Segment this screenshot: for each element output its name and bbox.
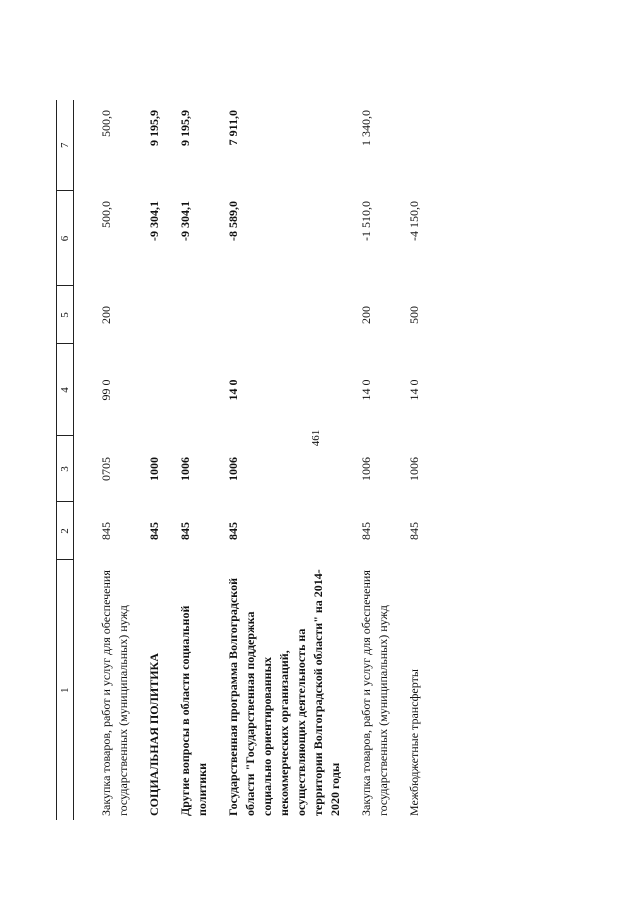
page-number: 461 xyxy=(310,429,322,447)
column-header-7: 7 xyxy=(57,100,74,191)
cell-expense-type xyxy=(219,286,352,344)
cell-target-code: 99 0 xyxy=(99,379,113,401)
cell-ministry-code: 845 xyxy=(147,522,161,540)
cell-target-code: 14 0 xyxy=(407,379,421,401)
table-row xyxy=(219,100,352,820)
cell-change-amount: 500,0 xyxy=(99,201,113,228)
cell-change-amount: -8 589,0 xyxy=(226,201,240,241)
cell-ministry-code: 845 xyxy=(359,522,373,540)
cell-section-code: 0705 xyxy=(99,457,113,481)
cell-ministry-code: 845 xyxy=(178,522,192,540)
row-name: Закупка товаров, работ и услуг для обеспечения государственных (муниципальных) нужд xyxy=(99,570,130,816)
column-header-3: 3 xyxy=(57,436,74,502)
table-header-row xyxy=(57,100,74,820)
budget-table xyxy=(56,100,431,820)
column-header-1: 1 xyxy=(57,560,74,820)
cell-change-amount: -9 304,1 xyxy=(178,201,192,241)
row-name: Межбюджетные трансферты xyxy=(407,669,421,816)
cell-ministry-code: 845 xyxy=(407,522,421,540)
column-header-4: 4 xyxy=(57,344,74,436)
cell-expense-type xyxy=(140,286,171,344)
cell-section-code: 1006 xyxy=(226,457,240,481)
row-name: Государственная программа Волгоградской области "Государственная поддержка социально ориентированных некоммерческих организаций, осуществляющих деятельность на территории Волгоградской области" на 2014-2020 годы xyxy=(226,569,342,816)
cell-ministry-code: 845 xyxy=(226,522,240,540)
cell-change-amount: -9 304,1 xyxy=(147,201,161,241)
cell-section-code: 1006 xyxy=(407,457,421,481)
cell-expense-type: 200 xyxy=(359,306,373,324)
column-header-2: 2 xyxy=(57,502,74,560)
row-name: СОЦИАЛЬНАЯ ПОЛИТИКА xyxy=(147,653,161,816)
table-row xyxy=(352,100,400,820)
cell-section-code: 1006 xyxy=(359,457,373,481)
cell-total-amount: 500,0 xyxy=(99,110,113,137)
budget-table-sheet xyxy=(56,100,636,820)
row-name: Закупка товаров, работ и услуг для обеспечения государственных (муниципальных) нужд xyxy=(359,570,390,816)
cell-change-amount: -4 150,0 xyxy=(407,201,421,241)
cell-target-code xyxy=(171,344,219,436)
cell-target-code: 14 0 xyxy=(226,379,240,401)
cell-target-code xyxy=(140,344,171,436)
cell-total-amount: 1 340,0 xyxy=(359,110,373,146)
cell-section-code: 1006 xyxy=(178,457,192,481)
cell-ministry-code: 845 xyxy=(99,522,113,540)
column-header-6: 6 xyxy=(57,191,74,286)
cell-total-amount: 9 195,9 xyxy=(178,110,192,146)
cell-target-code: 14 0 xyxy=(359,379,373,401)
table-row xyxy=(400,100,431,820)
table-row xyxy=(140,100,171,820)
cell-expense-type xyxy=(171,286,219,344)
cell-total-amount: 9 195,9 xyxy=(147,110,161,146)
cell-total-amount: 7 911,0 xyxy=(226,110,240,146)
column-header-5: 5 xyxy=(57,286,74,344)
table-row xyxy=(171,100,219,820)
cell-total-amount xyxy=(400,100,431,191)
cell-expense-type: 500 xyxy=(407,306,421,324)
row-name: Другие вопросы в области социальной политики xyxy=(178,605,209,816)
cell-section-code: 1000 xyxy=(147,457,161,481)
cell-change-amount: -1 510,0 xyxy=(359,201,373,241)
table-row xyxy=(92,100,140,820)
cell-expense-type: 200 xyxy=(99,306,113,324)
